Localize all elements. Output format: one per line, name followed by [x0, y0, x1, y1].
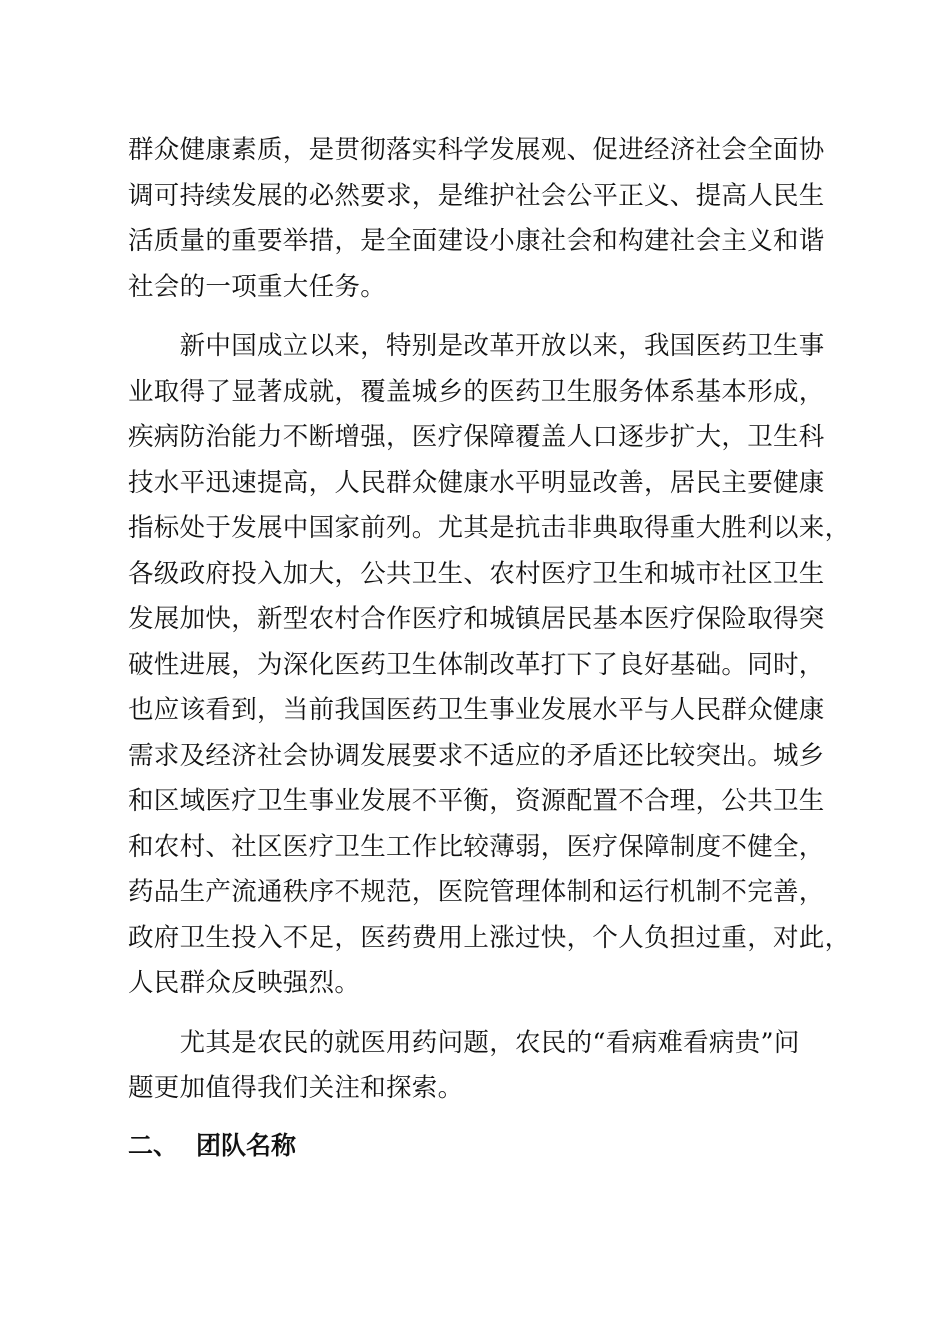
text-line: 政府卫生投入不足，医药费用上涨过快，个人负担过重，对此， [128, 922, 851, 953]
text-line: 和农村、社区医疗卫生工作比较薄弱，医疗保障制度不健全， [128, 831, 825, 862]
text-line: 各级政府投入加大，公共卫生、农村医疗卫生和城市社区卫生 [128, 558, 825, 589]
text-line: 群众健康素质，是贯彻落实科学发展观、促进经济社会全面协 [128, 135, 825, 165]
section-heading [128, 1126, 858, 1166]
text-line: 新中国成立以来，特别是改革开放以来，我国医药卫生事 [128, 331, 825, 361]
document-body [128, 128, 858, 1166]
section-number: 二、 [128, 1130, 179, 1160]
text-line: 活质量的重要举措，是全面建设小康社会和构建社会主义和谐 [128, 226, 825, 256]
paragraph-3 [128, 1021, 858, 1112]
text-line: 调可持续发展的必然要求，是维护社会公平正义、提高人民生 [128, 180, 825, 211]
text-line: 尤其是农民的就医用药问题，农民的“看病难看病贵”问 [128, 1027, 800, 1058]
section-title: 团队名称 [196, 1130, 297, 1160]
text-line: 需求及经济社会协调发展要求不适应的矛盾还比较突出。城乡 [128, 740, 825, 771]
text-line: 疾病防治能力不断增强，医疗保障覆盖人口逐步扩大，卫生科 [128, 422, 825, 452]
text-line: 人民群众反映强烈。 [128, 968, 361, 998]
paragraph-1 [128, 128, 858, 310]
text-line: 和区域医疗卫生事业发展不平衡，资源配置不合理，公共卫生 [128, 786, 825, 816]
text-line: 破性进展，为深化医药卫生体制改革打下了良好基础。同时， [128, 649, 825, 680]
text-line: 发展加快，新型农村合作医疗和城镇居民基本医疗保险取得突 [128, 604, 825, 634]
text-line: 题更加值得我们关注和探索。 [128, 1073, 464, 1103]
text-line: 社会的一项重大任务。 [128, 271, 387, 302]
text-line: 药品生产流通秩序不规范，医院管理体制和运行机制不完善， [128, 877, 825, 907]
text-line: 指标处于发展中国家前列。尤其是抗击非典取得重大胜利以来， [128, 513, 851, 543]
text-line: 也应该看到，当前我国医药卫生事业发展水平与人民群众健康 [128, 695, 825, 725]
text-line: 技水平迅速提高，人民群众健康水平明显改善，居民主要健康 [128, 467, 825, 498]
text-line: 业取得了显著成就，覆盖城乡的医药卫生服务体系基本形成， [128, 376, 825, 407]
paragraph-2 [128, 324, 858, 1007]
